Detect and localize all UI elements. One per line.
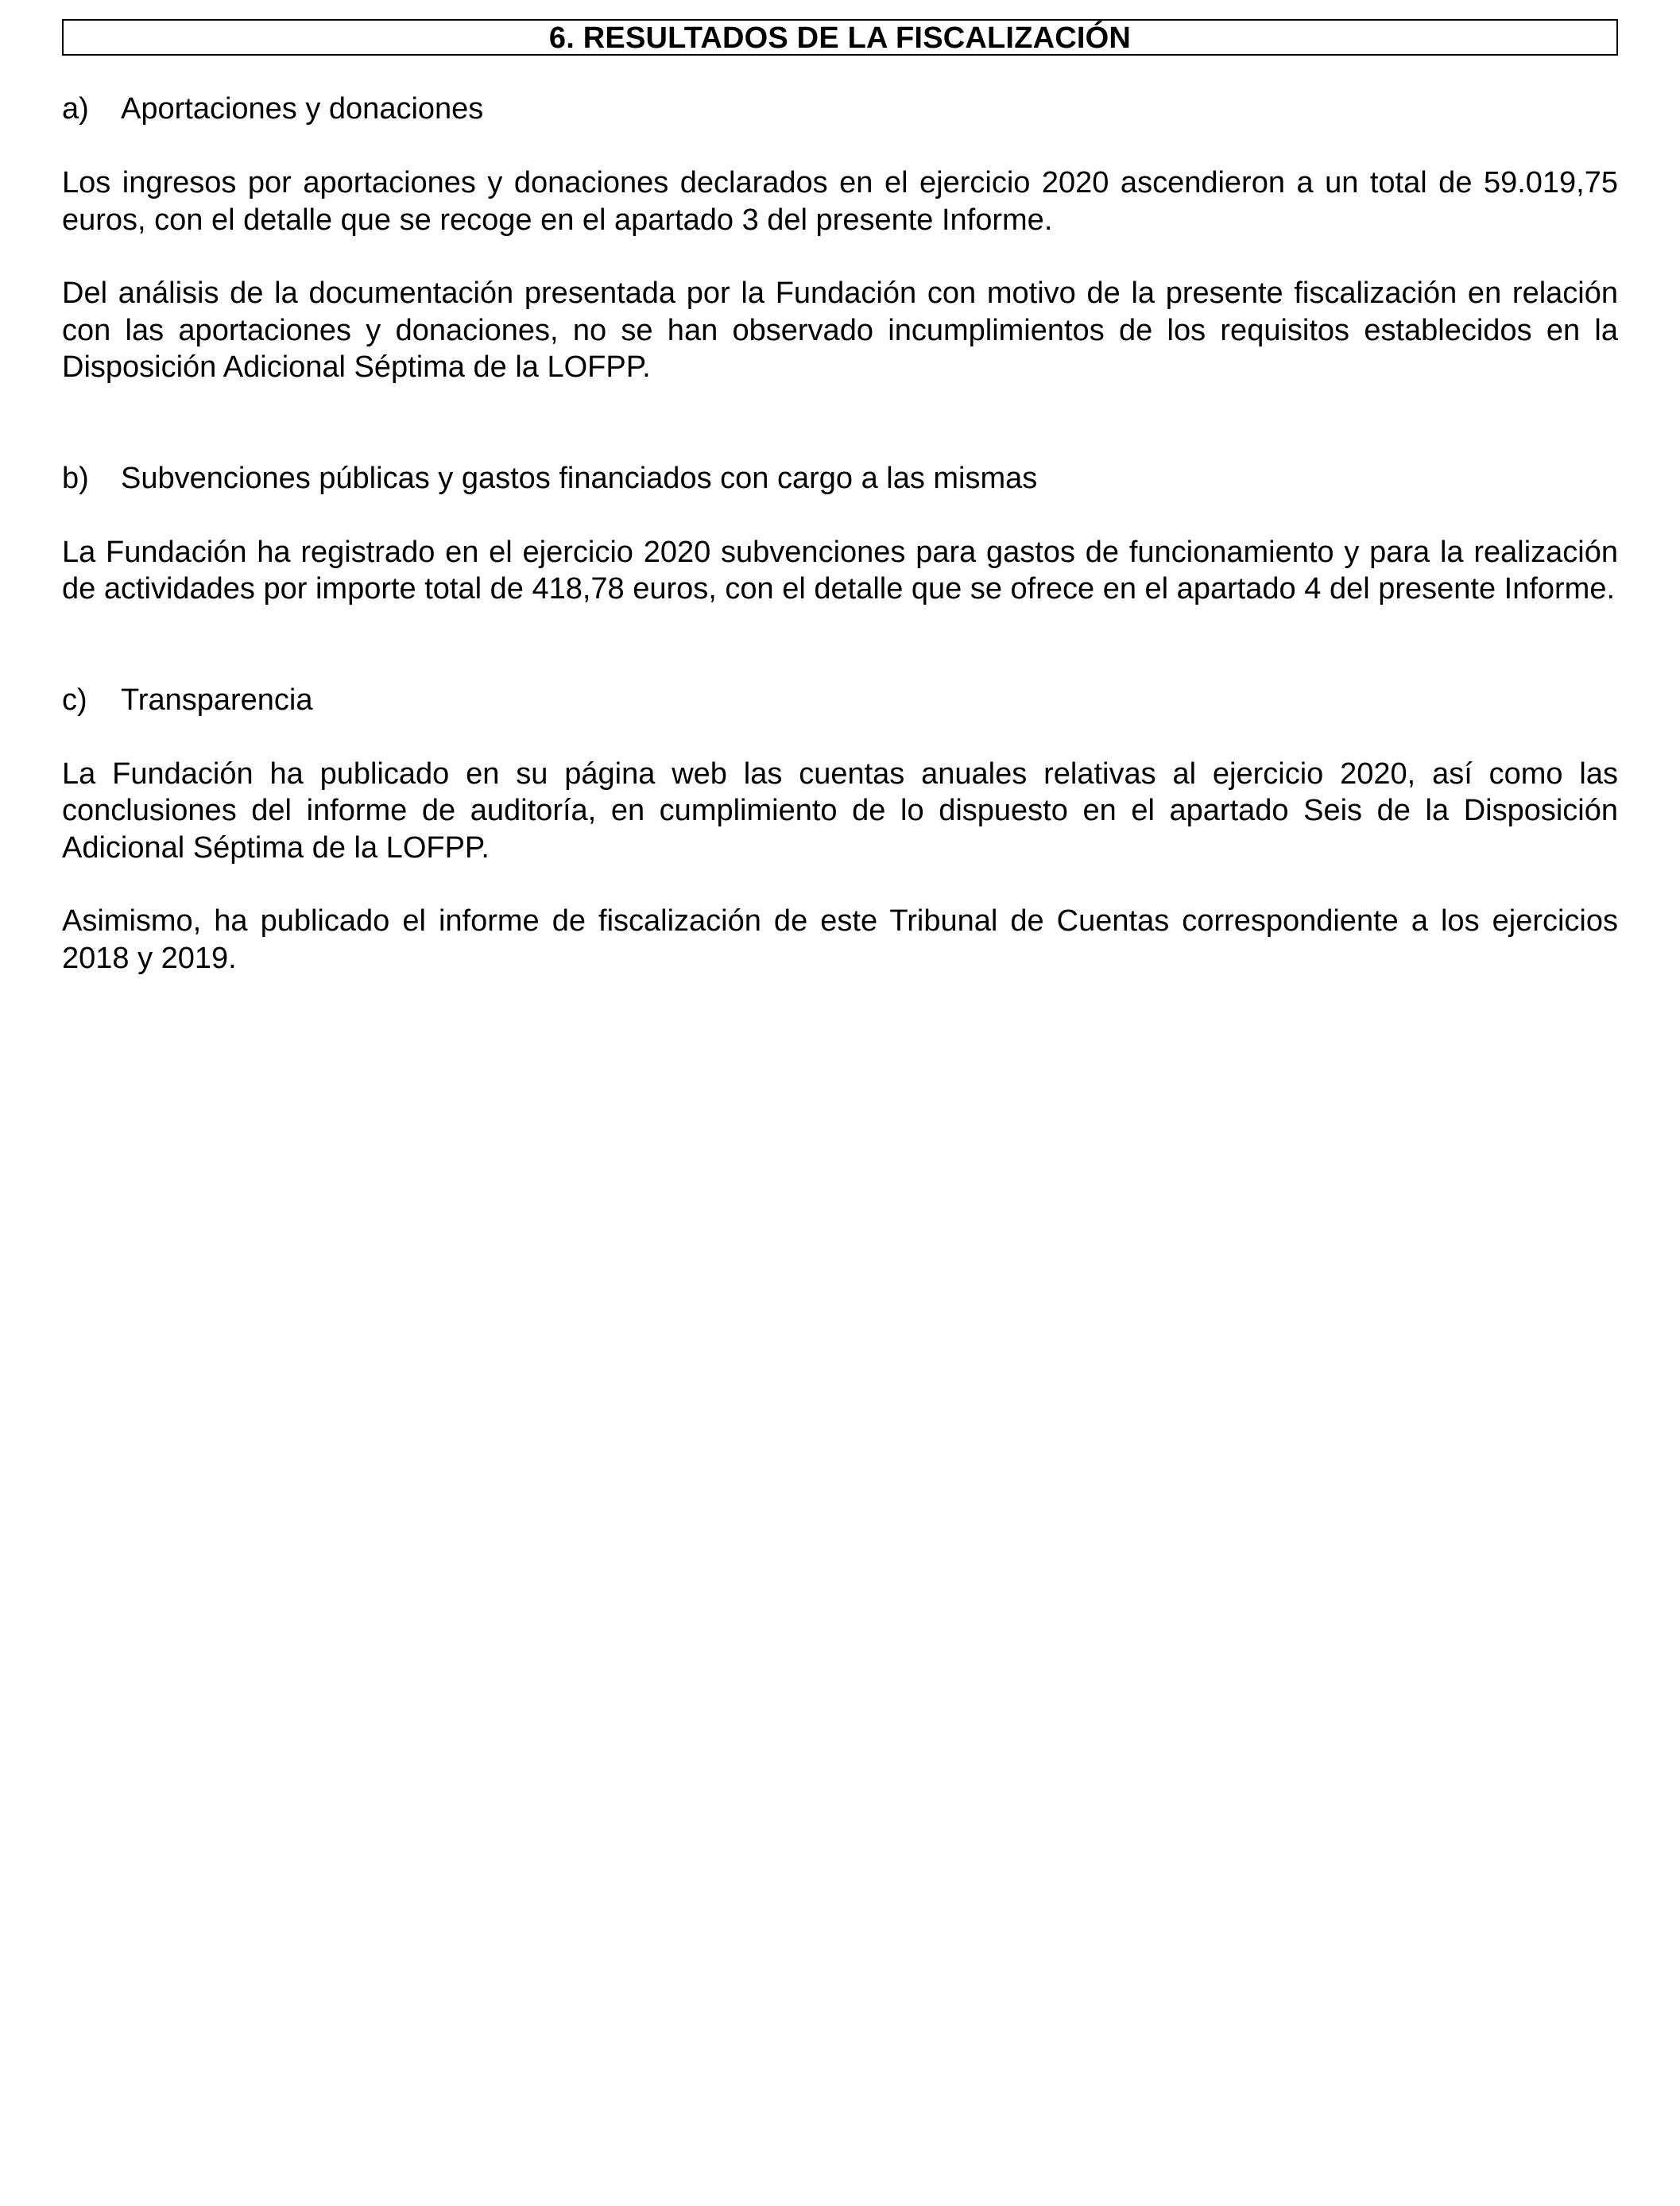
subsection-letter: b) <box>62 461 89 495</box>
subsection-title: Subvenciones públicas y gastos financiados con cargo a las mismas <box>121 461 1038 495</box>
subsection-letter: a) <box>62 92 89 126</box>
section-title: 6. RESULTADOS DE LA FISCALIZACIÓN <box>62 19 1618 56</box>
document-page <box>62 19 1618 977</box>
subsection-heading-b <box>62 460 1618 497</box>
paragraph: La Fundación ha publicado en su página web las cuentas anuales relativas al ejercicio 2020, así como las conclusiones del informe de auditoría, en cumplimiento de lo dispuesto en el apartado Seis de la Disposición Adicional Séptima de la LOFPP. <box>62 757 1618 865</box>
paragraph: Del análisis de la documentación presentada por la Fundación con motivo de la presente fiscalización en relación con las aportaciones y donaciones, no se han observado incumplimientos de los requisitos establecidos en la Disposición Adicional Séptima de la LOFPP. <box>62 277 1618 384</box>
paragraph: La Fundación ha registrado en el ejercicio 2020 subvenciones para gastos de funcionamiento y para la realización de actividades por importe total de 418,78 euros, con el detalle que se ofrece en el apartado 4 del presente Informe. <box>62 535 1618 606</box>
subsection-title: Transparencia <box>121 683 313 717</box>
paragraph: Asimismo, ha publicado el informe de fiscalización de este Tribunal de Cuentas correspondiente a los ejercicios 2018 y 2019. <box>62 904 1618 975</box>
subsection-heading-c <box>62 682 1618 718</box>
subsection-title: Aportaciones y donaciones <box>121 92 484 126</box>
subsection-letter: c) <box>62 683 87 717</box>
subsection-heading-a <box>62 91 1618 127</box>
paragraph: Los ingresos por aportaciones y donaciones declarados en el ejercicio 2020 ascendieron a un total de 59.019,75 euros, con el detalle que se recoge en el apartado 3 del presente Informe. <box>62 166 1618 237</box>
